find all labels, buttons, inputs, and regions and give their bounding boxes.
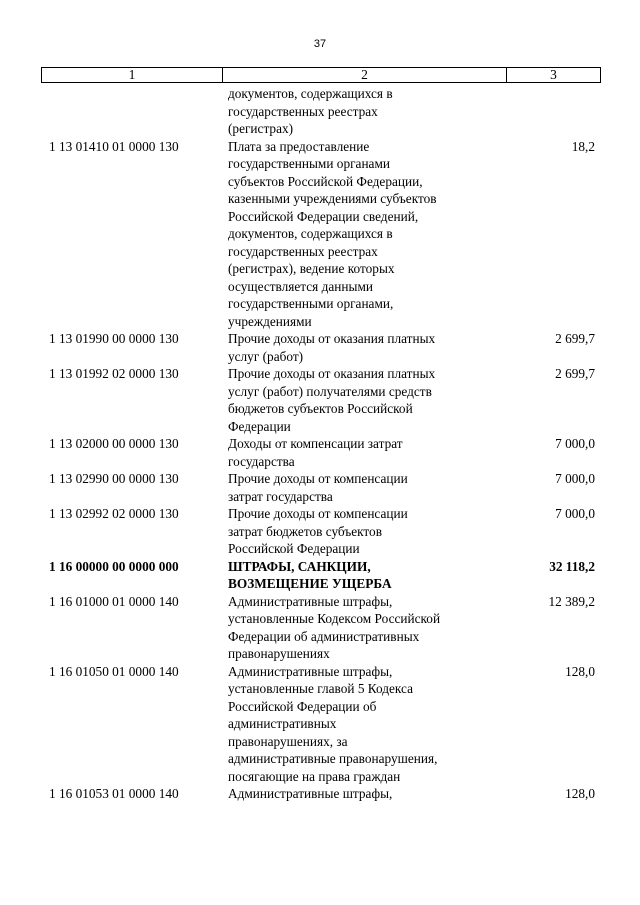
row-amount: 128,0 [565, 663, 595, 679]
table-row [41, 85, 601, 138]
table-row [41, 138, 601, 331]
column-header-2: 2 [223, 68, 507, 82]
table-row [41, 365, 601, 435]
row-amount: 7 000,0 [555, 436, 595, 451]
row-amount [441, 85, 601, 138]
row-amount: 7 000,0 [555, 471, 595, 486]
table-row [41, 505, 601, 558]
row-name: документов, содержащихся в государственных реестрах (регистрах) [228, 86, 393, 136]
table-row [41, 663, 601, 786]
row-name: Административные штрафы, установленные главой 5 Кодекса Российской Федерации об административных правонарушениях, за административные правонарушения, посягающие на права граждан [228, 663, 438, 784]
row-code: 1 16 01000 01 0000 140 [49, 593, 179, 609]
row-code: 1 13 01410 01 0000 130 [49, 138, 179, 154]
table-row [41, 785, 601, 803]
row-amount: 128,0 [565, 786, 595, 801]
row-amount: 32 118,2 [549, 558, 595, 574]
table-row-section-total [41, 558, 601, 593]
column-header-row [41, 67, 601, 83]
row-name: Административные штрафы, [228, 786, 393, 801]
row-name: Плата за предоставление государственными органами субъектов Российской Федерации, казенными учреждениями субъектов Российской Федерации сведений, документов, содержащихся в государственных реестрах (регистрах), ведение которых осуществляется данными государственными органами, учреждениями [228, 138, 437, 329]
page-number: 37 [313, 38, 327, 50]
row-code: 1 16 01053 01 0000 140 [49, 786, 179, 801]
row-code: 1 13 01992 02 0000 130 [49, 366, 179, 381]
row-name: Прочие доходы от компенсации затрат бюджетов субъектов Российской Федерации [228, 506, 408, 556]
row-amount: 12 389,2 [548, 593, 595, 609]
row-code: 1 13 02000 00 0000 130 [49, 436, 179, 451]
row-name: Прочие доходы от компенсации затрат государства [228, 471, 408, 504]
row-name: Прочие доходы от оказания платных услуг (работ) [228, 331, 436, 364]
table-row [41, 330, 601, 365]
row-code: 1 13 01990 00 0000 130 [49, 331, 179, 346]
row-code: 1 13 02990 00 0000 130 [49, 471, 179, 486]
row-code: 1 16 01050 01 0000 140 [49, 663, 179, 679]
row-name: Административные штрафы, установленные Кодексом Российской Федерации об административных правонарушениях [228, 593, 441, 661]
row-code [41, 85, 222, 138]
table-row [41, 470, 601, 505]
row-code: 1 16 00000 00 0000 000 [49, 558, 179, 574]
row-name: ШТРАФЫ, САНКЦИИ, ВОЗМЕЩЕНИЕ УЩЕРБА [228, 558, 392, 591]
row-amount: 2 699,7 [555, 331, 595, 346]
row-name: Прочие доходы от оказания платных услуг (работ) получателями средств бюджетов субъектов Российской Федерации [228, 366, 436, 434]
table-row [41, 593, 601, 663]
row-name: Доходы от компенсации затрат государства [228, 436, 403, 469]
table-row [41, 435, 601, 470]
row-amount: 2 699,7 [555, 366, 595, 381]
column-header-1: 1 [42, 68, 223, 82]
row-code: 1 13 02992 02 0000 130 [49, 506, 179, 521]
row-amount: 18,2 [571, 138, 595, 154]
row-amount: 7 000,0 [555, 506, 595, 521]
table-body [41, 85, 601, 803]
column-header-3: 3 [550, 67, 557, 82]
